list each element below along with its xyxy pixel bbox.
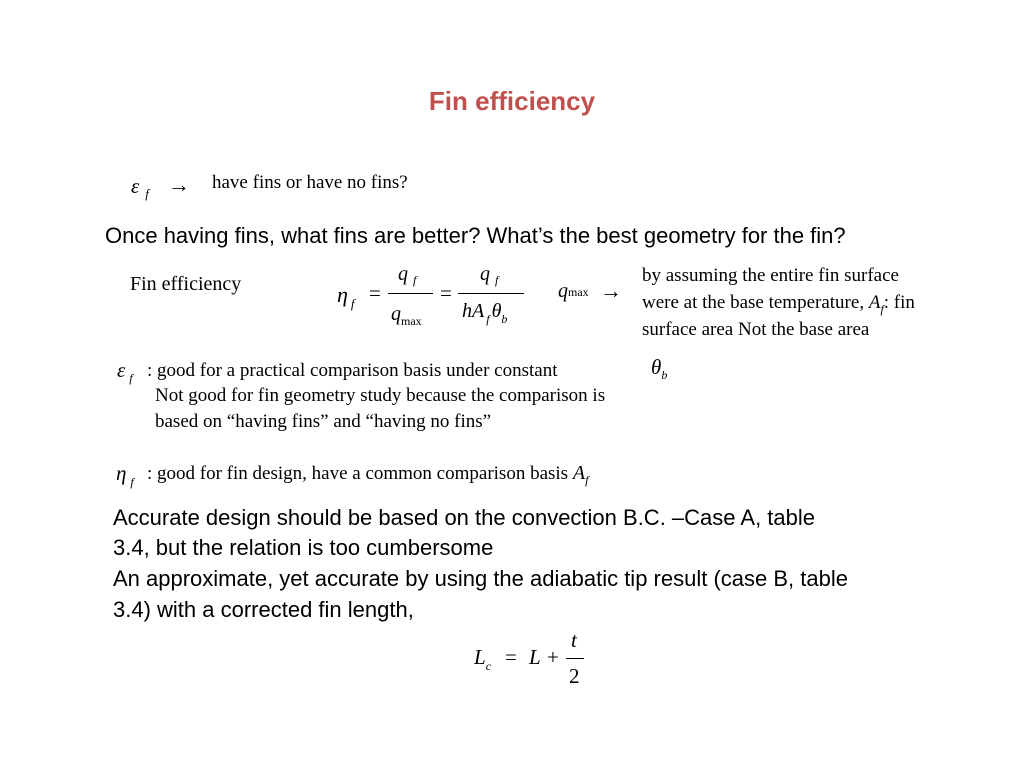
epsilon-good-for-practical: : good for a practical comparison basis under constant [147,360,558,381]
numerator-qf-2: q $_f$ [480,263,499,287]
right-arrow-icon: → [168,172,190,197]
fraction-bar-2 [458,293,524,294]
paragraph-line2: 3.4, but the relation is too cumbersome [113,535,494,560]
equals-sign-2: = [440,281,452,305]
lc-L: L [529,645,541,669]
eta-symbol: η $_f$ [337,282,355,311]
qmax-arrow-icon: → [600,278,622,303]
equals-sign-1: = [369,281,381,305]
lc-equals: = [505,645,517,669]
lc-plus: + [547,645,559,669]
denominator-qmax: $q_{max}$ [391,303,422,328]
lc-two: 2 [569,664,580,688]
have-fins-question: have fins or have no fins? [212,172,408,193]
lc-symbol: $L_c$ [474,645,492,673]
paragraph-line3: An approximate, yet accurate by using the adiabatic tip result (case B, table [113,566,848,591]
epsilon-sub: f [145,186,149,201]
fin-efficiency-label: Fin efficiency [130,273,242,295]
fraction-bar-1 [388,293,433,294]
epsilon-not-good-line: Not good for fin geometry study because the comparison is [155,385,606,406]
epsilon-f-symbol: ε $_f$ [131,174,149,201]
epsilon-based-on-line: based on “having fins” and “having no fins” [155,411,492,432]
denominator-haf-theta: hA $_f$ $\theta_b$ [462,300,508,326]
numerator-qf-1: q $_f$ [398,263,417,287]
geometry-question: Once having fins, what fins are better? What’s the best geometry for the fin? [105,223,846,248]
eta-good-for-design: : good for fin design, have a common comparison basis $A_f$ [147,462,589,487]
qmax-note-line2: were at the base temperature, $A_f$: fin [642,292,915,316]
lc-t: t [571,628,577,652]
paragraph-line4: 3.4) with a corrected fin length, [113,597,414,622]
eta-f-symbol-2: η $_f$ [116,461,134,489]
qmax-note-line1: by assuming the entire fin surface [642,265,899,286]
epsilon-f-symbol-2: ε $_f$ [117,358,133,385]
qmax-note-line3: surface area Not the base area [642,319,870,340]
slide-title: Fin efficiency [428,86,596,116]
qmax-symbol: qmax [558,280,589,302]
paragraph-line1: Accurate design should be based on the convection B.C. –Case A, table [113,505,816,530]
theta-b-symbol: $\theta_b$ [651,355,668,382]
lc-fraction-bar [566,658,584,659]
